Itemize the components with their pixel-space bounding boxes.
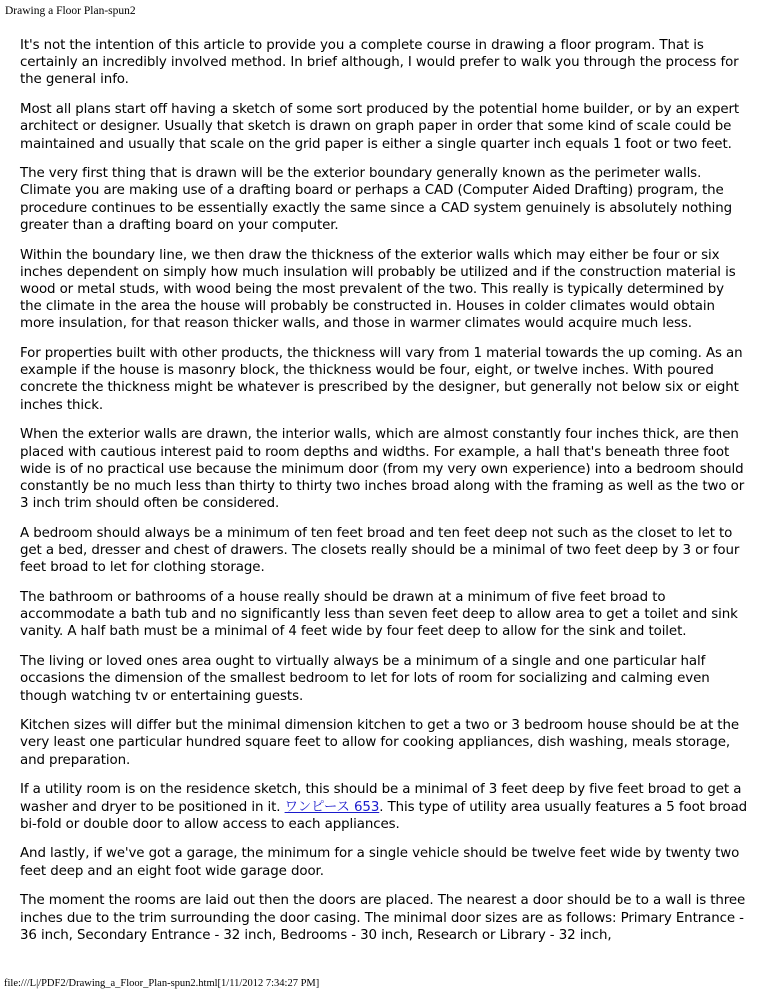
article-body [20, 37, 748, 956]
paragraph-utility-room [20, 781, 748, 833]
paragraph-garage: And lastly, if we've got a garage, the minimum for a single vehicle should be twelve feet wide by twenty two feet deep and an eight foot wide garage door. [20, 846, 740, 879]
paragraph-bedroom: A bedroom should always be a minimum of ten feet broad and ten feet deep not such as the closet to let to get a bed, dresser and chest of drawers. The closets really should be a minimal of two feet deep by 3 or four feet broad to let for clothing storage. [20, 525, 740, 576]
paragraph-sketch: Most all plans start off having a sketch of some sort produced by the potential home builder, or by an expert architect or designer. Usually that sketch is drawn on graph paper in order that some kind of scale could be maintained and usually that scale on the grid paper is either a single quarter inch equals 1 foot or two feet. [20, 102, 740, 152]
onepiece-link[interactable]: ワンピース 653 [284, 799, 380, 815]
paragraph-materials: For properties built with other products, the thickness will vary from 1 material towards the up coming. As an example if the house is masonry block, the thickness would be four, eight, or twelve inches. With poured concrete the thickness might be whatever is prescribed by the designer, but generally not below six or eight inches thick. [20, 346, 743, 413]
utility-text-before-link: If a utility room is on the residence sketch, this should be a minimal of 3 feet deep by five feet broad to get a washer and dryer to be positioned in it. [20, 782, 742, 815]
paragraph-bathroom: The bathroom or bathrooms of a house really should be drawn at a minimum of five feet broad to accommodate a bath tub and no significantly less than seven feet deep to allow area to get a toilet and sink vanity. A half bath must be a minimal of 4 feet wide by four feet deep to allow for the sink and toilet. [20, 589, 738, 640]
paragraph-kitchen: Kitchen sizes will differ but the minimal dimension kitchen to get a two or 3 bedroom house should be at the very least one particular hundred square feet to allow for cooking appliances, dish washing, meals storage, and preparation. [20, 718, 739, 768]
page-header-title: Drawing a Floor Plan-spun2 [5, 5, 136, 17]
paragraph-interior-walls: When the exterior walls are drawn, the interior walls, which are almost constantly four inches thick, are then placed with cautious interest paid to room depths and widths. For example, a hall that's beneath three foot wide is of no practical use because the minimum door (from my very own experience) into a bedroom should constantly be no much less than thirty to thirty two inches broad along with the framing as well as the two or 3 inch trim should often be considered. [20, 427, 745, 512]
paragraph-perimeter: The very first thing that is drawn will be the exterior boundary generally known as the perimeter walls. Climate you are making use of a drafting board or perhaps a CAD (Computer Aided Drafting) program, the procedure continues to be essentially exactly the same since a CAD system genuinely is absolutely nothing greater than a drafting board on your computer. [20, 166, 733, 233]
page-footer-url: file:///L|/PDF2/Drawing_a_Floor_Plan-spun2.html[1/11/2012 7:34:27 PM] [4, 978, 320, 989]
paragraph-intro: It's not the intention of this article to provide you a complete course in drawing a floor program. That is certainly an incredibly involved method. In brief although, I would prefer to walk you through the process for the general info. [20, 38, 739, 88]
paragraph-doors: The moment the rooms are laid out then the doors are placed. The nearest a door should be to a wall is three inches due to the trim surrounding the door casing. The minimal door sizes are as follows: Primary Entrance - 36 inch, Secondary Entrance - 32 inch, Bedrooms - 30 inch, Research or Library - 32 inch, [20, 893, 746, 943]
paragraph-living-room: The living or loved ones area ought to virtually always be a minimum of a single and one particular half occasions the dimension of the smallest bedroom to let for lots of room for socializing and calming even though watching tv or entertaining guests. [20, 654, 710, 704]
paragraph-exterior-walls: Within the boundary line, we then draw the thickness of the exterior walls which may either be four or six inches dependent on simply how much insulation will probably be utilized and if the construction material is wood or metal studs, with wood being the most prevalent of the two. This really is typically determined by the climate in the area the house will probably be constructed in. Houses in colder climates would obtain more insulation, for that reason thicker walls, and those in warmer climates would acquire much less. [20, 247, 736, 332]
utility-text-after-link: . This type of utility area usually features a 5 foot broad bi-fold or double door to allow access to each appliances. [20, 799, 748, 832]
